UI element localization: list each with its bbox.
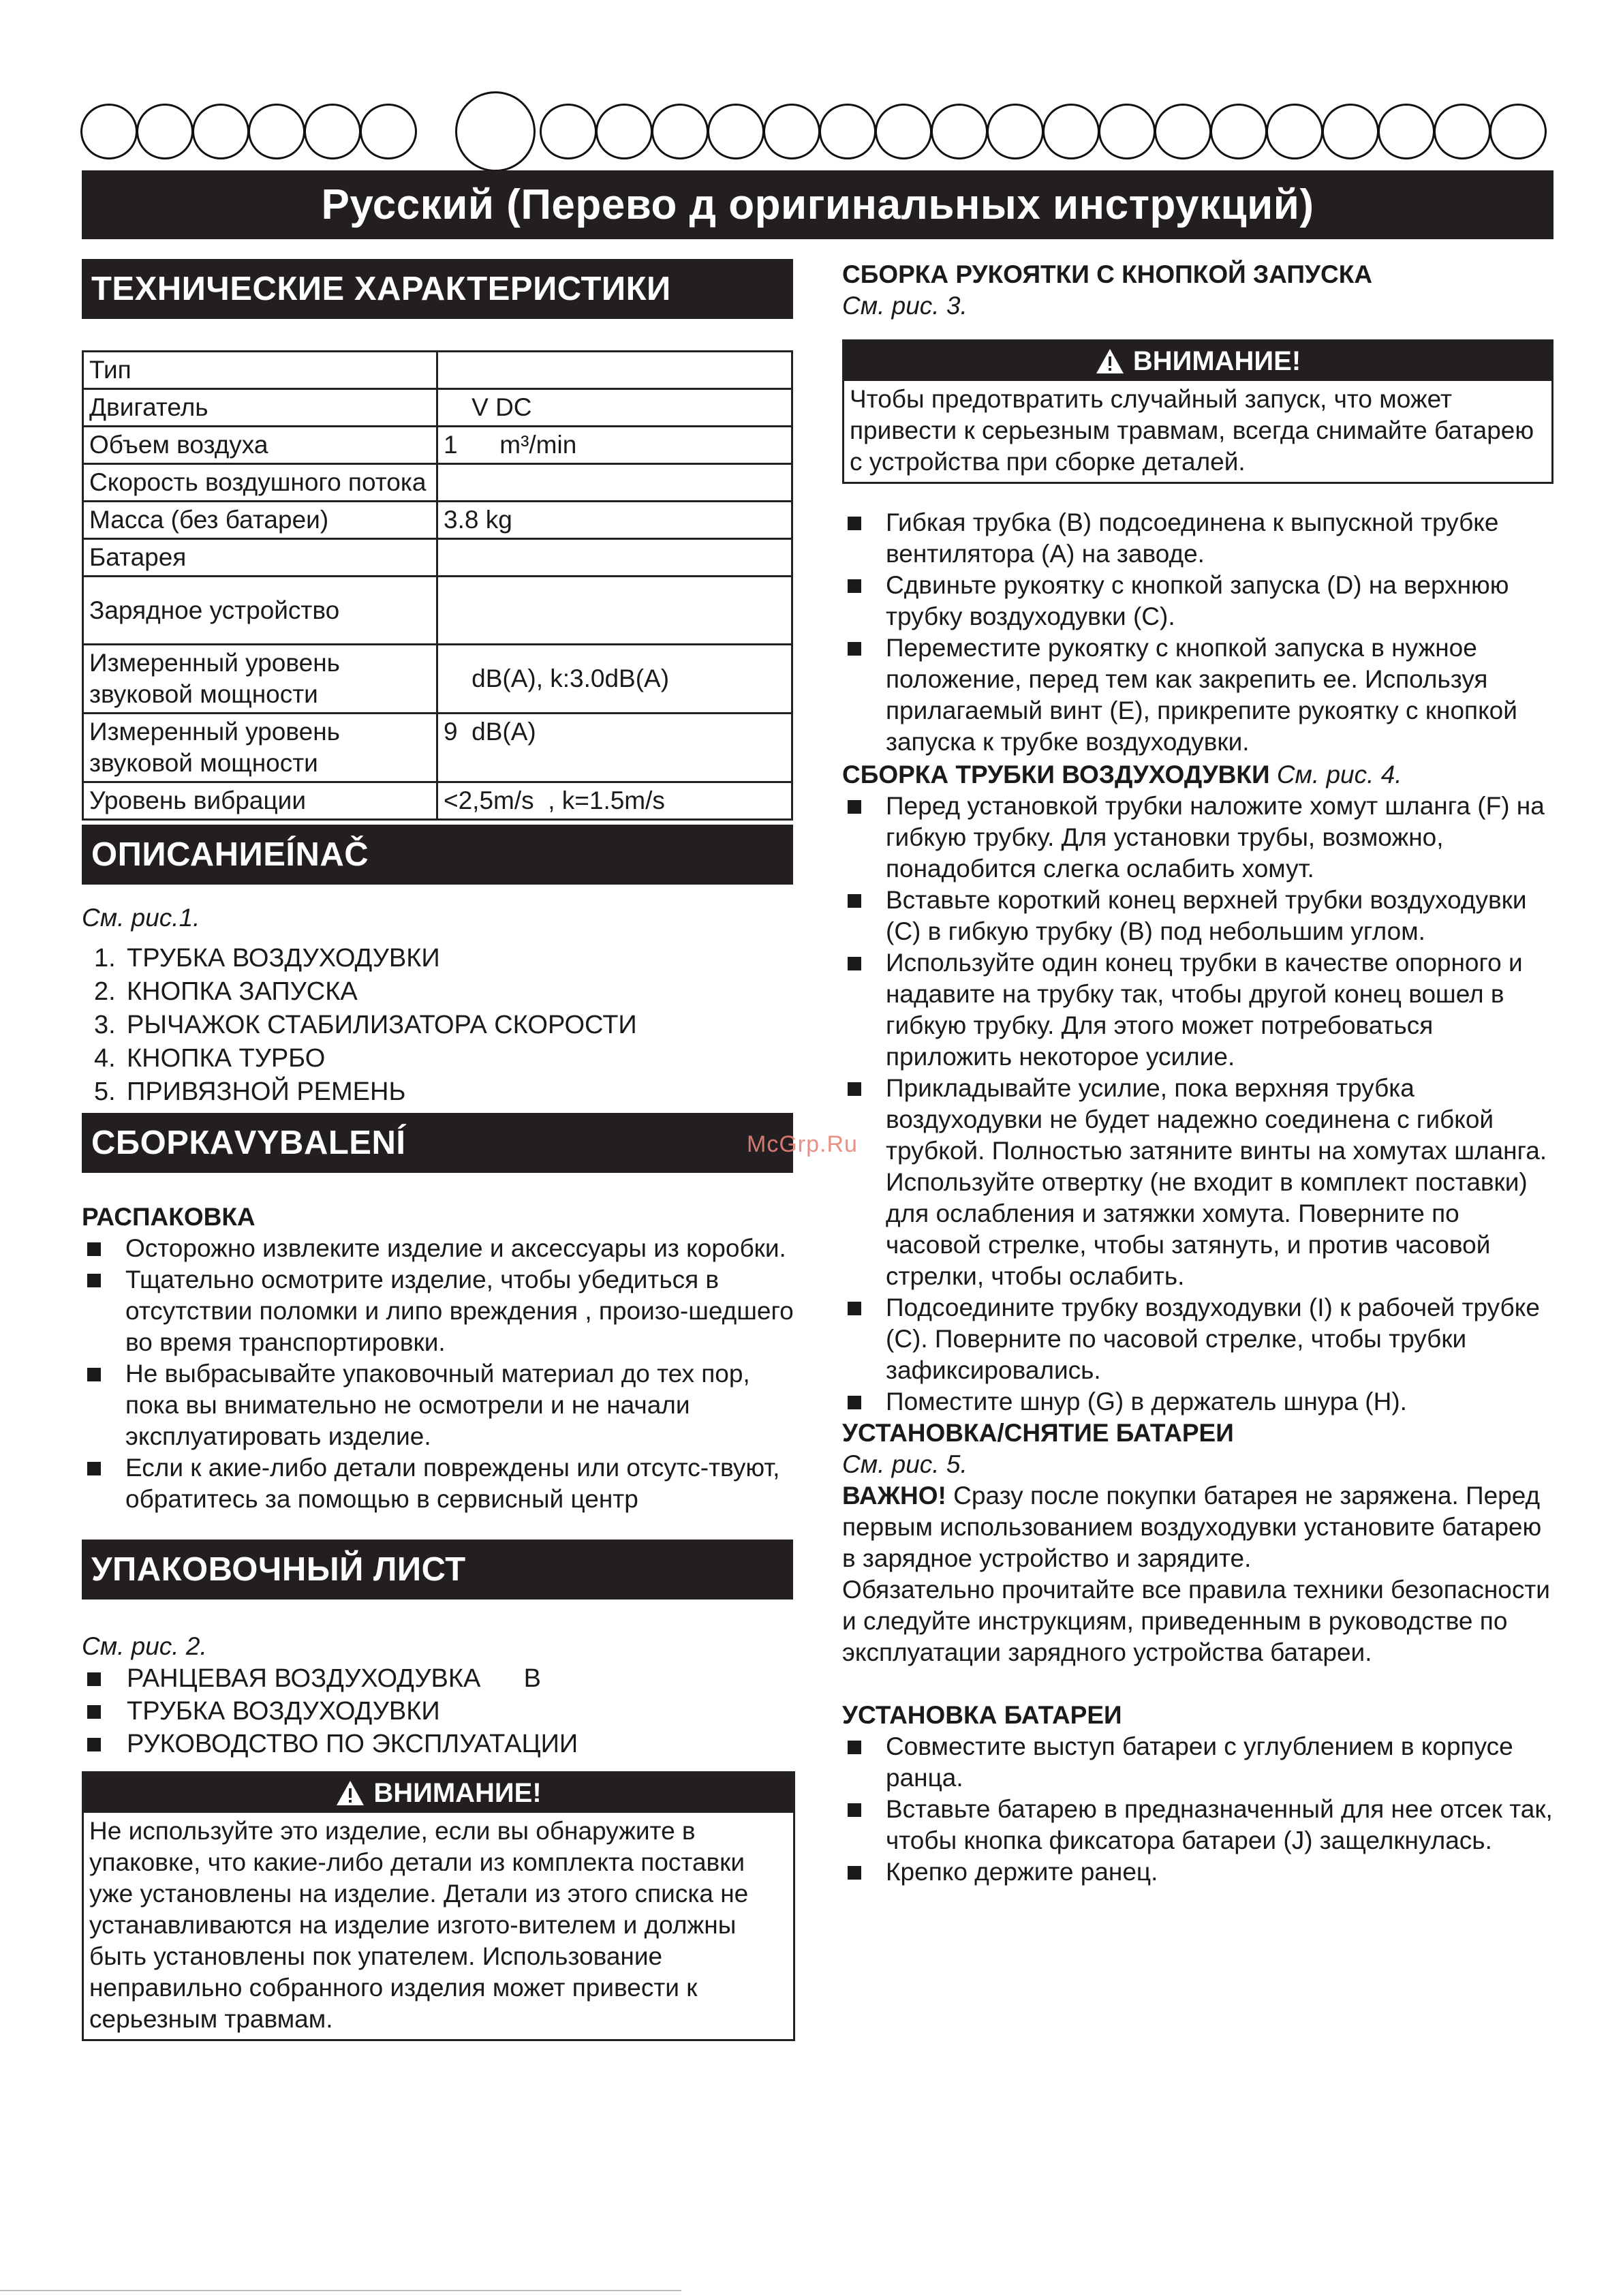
spec-value bbox=[437, 464, 792, 502]
figure-reference: См. рис.1. bbox=[82, 904, 200, 932]
spec-value: 1 m³/min bbox=[437, 427, 792, 464]
watermark-text: McGrp.Ru bbox=[747, 1131, 858, 1157]
table-row bbox=[83, 502, 792, 539]
table-row bbox=[83, 427, 792, 464]
warning-title: ВНИМАНИЕ! bbox=[1132, 346, 1301, 376]
circle-marker bbox=[1434, 104, 1491, 159]
list-item: Осторожно извлеките изделие и аксессуары из коробки. bbox=[82, 1233, 795, 1264]
language-tabs-circles bbox=[80, 104, 1554, 159]
list-item bbox=[82, 1042, 795, 1075]
list-item: Сдвиньте рукоятку с кнопкой запуска (D) на верхнюю трубку воздуходувки (C). bbox=[842, 570, 1554, 632]
table-row bbox=[83, 389, 792, 427]
circle-marker bbox=[931, 104, 988, 159]
figure-reference: См. рис. 2. bbox=[82, 1632, 207, 1660]
circle-marker bbox=[651, 104, 709, 159]
spec-value: <2,5m/s , k=1.5m/s bbox=[437, 782, 792, 820]
spec-value: 9 dB(A) bbox=[437, 714, 792, 782]
list-item: Тщательно осмотрите изделие, чтобы убедиться в отсутствии поломки и липо вреждения , произо-шедшего во время транспортировки. bbox=[82, 1264, 795, 1358]
important-note bbox=[842, 1480, 1554, 1574]
spec-label: Объем воздуха bbox=[83, 427, 437, 464]
spec-value bbox=[437, 539, 792, 577]
table-row bbox=[83, 577, 792, 645]
table-row bbox=[83, 714, 792, 782]
figure-reference: См. рис. 5. bbox=[842, 1450, 968, 1478]
circle-marker bbox=[304, 104, 361, 159]
list-item: Крепко держите ранец. bbox=[842, 1856, 1554, 1888]
circle-marker bbox=[875, 104, 932, 159]
spec-value: 3.8 kg bbox=[437, 502, 792, 539]
list-item: Используйте один конец трубки в качестве опорного и надавите на трубку так, чтобы другой конец вошел в гибкую трубку. Для этого может потребоваться приложить некоторое усилие. bbox=[842, 947, 1554, 1073]
table-row bbox=[83, 352, 792, 389]
circle-marker bbox=[1042, 104, 1100, 159]
item-number: 5. bbox=[94, 1077, 116, 1106]
warning-title: ВНИМАНИЕ! bbox=[373, 1777, 542, 1808]
warning-header bbox=[844, 341, 1551, 381]
list-item: РУКОВОДСТВО ПО ЭКСПЛУАТАЦИИ bbox=[82, 1728, 795, 1760]
handle-heading: СБОРКА РУКОЯТКИ С КНОПКОЙ ЗАПУСКА bbox=[842, 260, 1373, 288]
figure-reference: См. рис. 3. bbox=[842, 292, 968, 320]
spec-label: Измеренный уровень звуковой мощности bbox=[83, 714, 437, 782]
warning-triangle-icon bbox=[1095, 348, 1125, 375]
circle-marker bbox=[1266, 104, 1323, 159]
circle-marker bbox=[1489, 104, 1547, 159]
circle-marker bbox=[192, 104, 249, 159]
spec-label: Тип bbox=[83, 352, 437, 389]
list-item: Подсоедините трубку воздуходувки (I) к рабочей трубке (C). Поверните по часовой стрелке, чтобы трубки зафиксировались. bbox=[842, 1292, 1554, 1386]
battery-heading: УСТАНОВКА/СНЯТИЕ БАТАРЕИ bbox=[842, 1419, 1234, 1447]
specs-table bbox=[82, 350, 793, 821]
warning-header bbox=[84, 1773, 793, 1813]
table-row bbox=[83, 539, 792, 577]
item-number: 1. bbox=[94, 944, 116, 973]
battery-install-list bbox=[842, 1731, 1554, 1888]
list-item: Если к акие-либо детали повреждены или отсутс-твуют, обратитесь за помощью в сервисный центр bbox=[82, 1452, 795, 1515]
circle-marker bbox=[540, 104, 597, 159]
spec-label: Уровень вибрации bbox=[83, 782, 437, 820]
item-number: 4. bbox=[94, 1044, 116, 1073]
list-item: Вставьте короткий конец верхней трубки воздуходувки (C) в гибкую трубку (B) под небольшим углом. bbox=[842, 885, 1554, 947]
tube-heading-line bbox=[842, 759, 1554, 791]
circle-marker bbox=[248, 104, 305, 159]
spec-label: Батарея bbox=[83, 539, 437, 577]
list-item bbox=[82, 975, 795, 1009]
list-item: Перед установкой трубки наложите хомут шланга (F) на гибкую трубку. Для установки трубы, возможно, понадобится слегка ослабить хомут. bbox=[842, 791, 1554, 885]
list-item: РАНЦЕВАЯ ВОЗДУХОДУВКА В bbox=[82, 1662, 795, 1695]
item-text: РЫЧАЖОК СТАБИЛИЗАТОРА СКОРОСТИ bbox=[127, 1011, 637, 1039]
warning-triangle-icon bbox=[335, 1779, 365, 1807]
list-item bbox=[82, 1009, 795, 1042]
item-number: 3. bbox=[94, 1011, 116, 1039]
tube-steps-list bbox=[842, 791, 1554, 1418]
list-item: ТРУБКА ВОЗДУХОДУВКИ bbox=[82, 1695, 795, 1728]
spec-label: Измеренный уровень звуковой мощности bbox=[83, 645, 437, 714]
left-column bbox=[82, 259, 795, 2041]
list-item: Гибкая трубка (B) подсоединена к выпускной трубке вентилятора (A) на заводе. bbox=[842, 507, 1554, 570]
circle-marker-active bbox=[455, 91, 536, 172]
page-title: Русский (Перево д оригинальных инструкций) bbox=[82, 170, 1554, 239]
table-row bbox=[83, 782, 792, 820]
table-row bbox=[83, 645, 792, 714]
circle-marker bbox=[707, 104, 764, 159]
item-text: КНОПКА ЗАПУСКА bbox=[127, 977, 358, 1006]
list-item: Не выбрасывайте упаковочный материал до тех пор, пока вы внимательно не осмотрели и не начали эксплуатировать изделие. bbox=[82, 1358, 795, 1452]
unpacking-list bbox=[82, 1233, 795, 1515]
circle-marker bbox=[1378, 104, 1435, 159]
list-item: Прикладывайте усилие, пока верхняя трубка воздуходувки не будет надежно соединена с гибкой трубкой. Полностью затяните винты на хомутах шланга. Используйте отвертку (не входит в комплект поставки) для ослабления и затяжки хомута. Поверните по часовой стрелке, чтобы затянуть, и против часовой стрелки, чтобы ослабить. bbox=[842, 1073, 1554, 1292]
packing-warning-box bbox=[82, 1771, 795, 2041]
important-label: ВАЖНО! bbox=[842, 1482, 946, 1510]
spec-label: Зарядное устройство bbox=[83, 577, 437, 645]
figure-reference: См. рис. 4. bbox=[1276, 761, 1402, 789]
spec-value bbox=[437, 352, 792, 389]
assembly-heading: СБОРКАVYBALENÍ bbox=[82, 1113, 793, 1173]
circle-marker bbox=[819, 104, 876, 159]
warning-text: Чтобы предотвратить случайный запуск, что может привести к серьезным травмам, всегда снимайте батарею с устройства при сборке деталей. bbox=[850, 385, 1534, 476]
item-text: ТРУБКА ВОЗДУХОДУВКИ bbox=[127, 944, 440, 973]
circle-marker bbox=[596, 104, 653, 159]
packing-list bbox=[82, 1662, 795, 1760]
description-heading: ОПИСАНИЕÍNAČ bbox=[82, 825, 793, 885]
list-item: Поместите шнур (G) в держатель шнура (H). bbox=[842, 1386, 1554, 1418]
list-item bbox=[82, 942, 795, 975]
right-column bbox=[842, 259, 1554, 1888]
circle-marker bbox=[80, 104, 138, 159]
list-item: Вставьте батарею в предназначенный для нее отсек так, чтобы кнопка фиксатора батареи (J) защелкнулась. bbox=[842, 1794, 1554, 1856]
important-text: Сразу после покупки батарея не заряжена. Перед первым использованием воздуходувки установите батарею в зарядное устройство и зарядите. bbox=[842, 1482, 1542, 1572]
handle-steps-list bbox=[842, 507, 1554, 758]
warning-text: Не используйте это изделие, если вы обнаружите в упаковке, что какие-либо детали из комплекта поставки уже установлены на изделие. Детали из этого списка не устанавливаются на изделие изгото-вителем и должны быть установлены пок упателем. Использование неправильно собранного изделия может привести к серьезным травмам. bbox=[89, 1817, 749, 2033]
circle-marker bbox=[987, 104, 1044, 159]
spec-value bbox=[437, 577, 792, 645]
unpacking-title: РАСПАКОВКА bbox=[82, 1203, 256, 1231]
list-item: Переместите рукоятку с кнопкой запуска в нужное положение, перед тем как закрепить ее. Используя прилагаемый винт (E), прикрепите рукоятку с кнопкой запуска к трубке воздуходувки. bbox=[842, 632, 1554, 758]
spec-label: Скорость воздушного потока bbox=[83, 464, 437, 502]
list-item: Совместите выступ батареи с углублением в корпусе ранца. bbox=[842, 1731, 1554, 1794]
item-text: ПРИВЯЗНОЙ РЕМЕНЬ bbox=[127, 1077, 406, 1106]
circle-marker bbox=[1098, 104, 1156, 159]
packing-heading: УПАКОВОЧНЫЙ ЛИСТ bbox=[82, 1540, 793, 1599]
circle-marker bbox=[763, 104, 820, 159]
circle-marker bbox=[1154, 104, 1211, 159]
safety-note: Обязательно прочитайте все правила техники безопасности и следуйте инструкциям, приведенным в руководстве по эксплуатации зарядного устройства батареи. bbox=[842, 1576, 1550, 1666]
item-number: 2. bbox=[94, 977, 116, 1006]
spec-value: dB(A), k:3.0dB(A) bbox=[437, 645, 792, 714]
circle-marker bbox=[136, 104, 194, 159]
spec-label: Масса (без батареи) bbox=[83, 502, 437, 539]
spec-label: Двигатель bbox=[83, 389, 437, 427]
handle-warning-box bbox=[842, 339, 1554, 484]
circle-marker bbox=[1322, 104, 1379, 159]
spec-value: V DC bbox=[437, 389, 792, 427]
table-row bbox=[83, 464, 792, 502]
tube-heading: СБОРКА ТРУБКИ ВОЗДУХОДУВКИ bbox=[842, 761, 1270, 789]
specs-heading: ТЕХНИЧЕСКИЕ ХАРАКТЕРИСТИКИ bbox=[82, 259, 793, 319]
item-text: КНОПКА ТУРБО bbox=[127, 1044, 326, 1073]
parts-list bbox=[82, 942, 795, 1109]
footer-divider bbox=[0, 2290, 681, 2291]
circle-marker bbox=[1210, 104, 1267, 159]
battery-install-title: УСТАНОВКА БАТАРЕИ bbox=[842, 1701, 1122, 1729]
circle-marker bbox=[360, 104, 417, 159]
list-item bbox=[82, 1075, 795, 1109]
